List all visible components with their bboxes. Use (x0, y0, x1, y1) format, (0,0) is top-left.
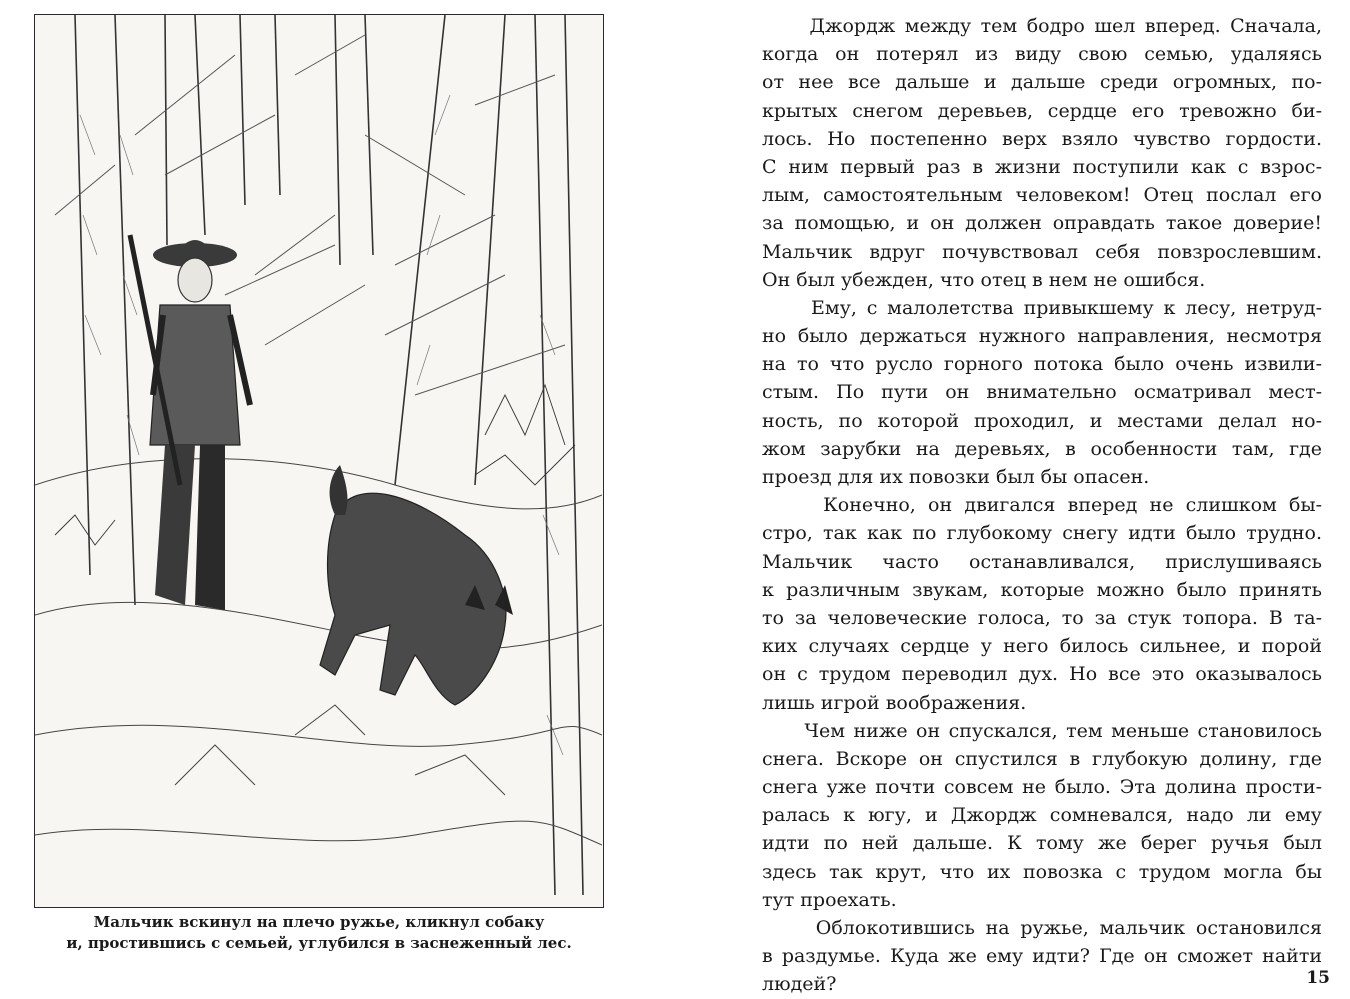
forest-sketch (35, 15, 602, 906)
paragraph (762, 717, 1322, 914)
tree-trunks (75, 15, 583, 895)
text-line: Он был убежден, что отец в нем не ошибся. (762, 268, 1206, 291)
body-text (762, 12, 1322, 999)
caption-line: и, простившись с семьей, углубился в заснеженный лес. (66, 934, 572, 952)
text-line: за помощью, и он должен оправдать такое доверие! (762, 212, 1322, 235)
text-line: стро, так как по глубокому снегу идти было трудно. (762, 522, 1322, 545)
text-line: Мальчик вдруг почувствовал себя повзрослевшим. (762, 240, 1322, 263)
text-line: Чем ниже он спускался, тем меньше становилось (762, 719, 1322, 742)
text-line: к различным звукам, которые можно было принять (762, 578, 1322, 601)
boy-figure (130, 235, 250, 610)
text-line: когда он потерял из виду свою семью, удаляясь (762, 43, 1322, 66)
text-line: ких случаях сердце у него билось сильнее, и порой (762, 635, 1322, 658)
page-number: 15 (1306, 968, 1330, 988)
text-line: снега уже почти совсем не было. Эта долина прости- (762, 776, 1322, 799)
text-line: лось. Но постепенно верх взяло чувство гордости. (762, 127, 1322, 150)
text-line: людей? (762, 973, 837, 996)
text-line: проезд для их повозки был бы опасен. (762, 466, 1150, 488)
paragraph (762, 294, 1322, 491)
text-line: лишь игрой воображения. (762, 691, 1027, 714)
text-line: здесь так крут, что их повозка с трудом могла бы (762, 860, 1322, 883)
text-line: он с трудом переводил дух. Но все это оказывалось (762, 663, 1322, 686)
text-line: тут проехать. (762, 888, 897, 911)
dog-figure (320, 465, 513, 705)
text-line: то за человеческие голоса, то за стук топора. В та- (762, 606, 1322, 629)
text-line: крытых снегом деревьев, сердце его тревожно би- (762, 99, 1322, 122)
text-line: ность, по которой проходил, и местами делал но- (762, 409, 1322, 432)
text-line: Джордж между тем бодро шел вперед. Сначала, (762, 15, 1322, 37)
caption-line: Мальчик вскинул на плечо ружье, кликнул собаку (93, 913, 545, 931)
text-line: лым, самостоятельным человеком! Отец послал его (762, 184, 1322, 207)
paragraph (762, 12, 1322, 294)
text-line: С ним первый раз в жизни поступили как с взрос- (762, 155, 1322, 178)
text-line: Конечно, он двигался вперед не слишком бы- (762, 494, 1322, 517)
text-line: но было держаться нужного направления, несмотря (762, 325, 1322, 348)
text-line: от нее все дальше и дальше среди огромных, по- (762, 71, 1322, 94)
text-line: стым. По пути он внимательно осматривал мест- (762, 381, 1322, 404)
text-line: Облокотившись на ружье, мальчик остановился (762, 917, 1322, 939)
illustration (34, 14, 604, 908)
bushes (55, 385, 575, 545)
text-line: Мальчик часто останавливался, прислушиваясь (762, 550, 1322, 573)
text-line: в раздумье. Куда же ему идти? Где он сможет найти (762, 945, 1322, 968)
text-line: жом зарубки на деревьях, в особенности там, где (762, 437, 1322, 460)
text-line: на то что русло горного потока было очень извили- (762, 353, 1322, 376)
paragraph (762, 914, 1322, 999)
illustration-caption (34, 912, 604, 954)
snow-ground (35, 459, 602, 845)
text-line: Ему, с малолетства привыкшему к лесу, нетруд- (762, 296, 1322, 319)
tree-branches (55, 35, 565, 395)
text-line: ралась к югу, и Джордж сомневался, надо ли ему (762, 804, 1322, 827)
text-line: снега. Вскоре он спустился в глубокую долину, где (762, 747, 1322, 770)
paragraph (762, 491, 1322, 717)
text-line: идти по ней дальше. К тому же берег ручья был (762, 832, 1322, 855)
